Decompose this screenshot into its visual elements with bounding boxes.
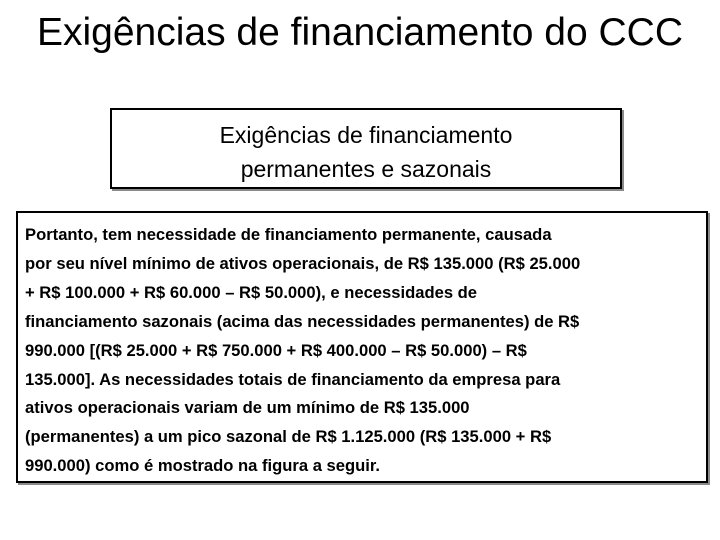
slide-title: Exigências de financiamento do CCC [36,11,683,54]
body-line: por seu nível mínimo de ativos operacionais, de R$ 135.000 (R$ 25.000 [25,253,581,273]
subtitle-box [110,108,622,189]
body-line: + R$ 100.000 + R$ 60.000 – R$ 50.000), e necessidades de [25,282,478,302]
body-line: (permanentes) a um pico sazonal de R$ 1.125.000 (R$ 135.000 + R$ [25,427,552,447]
subtitle-line: permanentes e sazonais [240,156,492,182]
body-line: financiamento sazonais (acima das necessidades permanentes) de R$ [25,311,580,331]
body-line: 135.000]. As necessidades totais de financiamento da empresa para [25,369,561,389]
subtitle-line: Exigências de financiamento [219,122,513,148]
body-line: 990.000) como é mostrado na figura a seguir. [25,456,381,476]
body-line: 990.000 [(R$ 25.000 + R$ 750.000 + R$ 400.000 – R$ 50.000) – R$ [25,340,527,360]
body-line: Portanto, tem necessidade de financiamento permanente, causada [25,225,552,244]
body-text-box [16,211,708,483]
body-line: ativos operacionais variam de um mínimo de R$ 135.000 [25,398,470,418]
